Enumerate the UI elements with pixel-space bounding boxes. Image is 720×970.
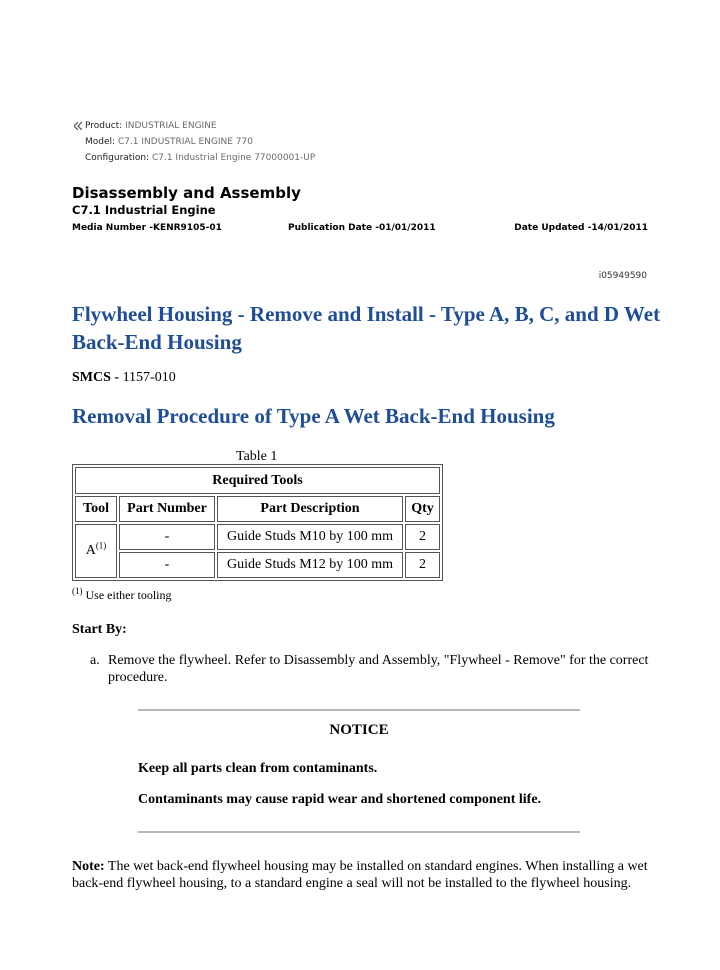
publication-date: Publication Date -01/01/2011 [288, 223, 436, 233]
part-number-cell: - [119, 524, 215, 550]
product-label: Product: [85, 121, 123, 131]
model-value: C7.1 INDUSTRIAL ENGINE 770 [117, 137, 253, 147]
note-paragraph [72, 858, 652, 892]
section-title: Removal Procedure of Type A Wet Back-End Housing [72, 404, 555, 428]
smcs-label: SMCS - [72, 370, 120, 385]
column-header-tool: Tool [75, 496, 117, 522]
notice-top-divider [138, 709, 580, 711]
smcs-line [72, 370, 176, 386]
column-header-part-number: Part Number [119, 496, 215, 522]
notice-bottom-divider [138, 831, 580, 833]
engine-name: C7.1 Industrial Engine [72, 203, 216, 217]
tool-letter: A [85, 543, 96, 558]
footnote-text: Use either tooling [85, 588, 172, 602]
required-tools-table [72, 464, 443, 581]
page-title: Flywheel Housing - Remove and Install - Type A, B, C, and D Wet Back-End Housing [72, 302, 661, 354]
configuration-line [85, 153, 315, 163]
table-caption: Table 1 [236, 449, 278, 464]
start-by-heading: Start By: [72, 622, 127, 637]
tool-footnote-ref: (1) [95, 540, 107, 551]
configuration-label: Configuration: [85, 153, 150, 163]
tool-cell [75, 524, 117, 578]
note-label: Note: [72, 859, 105, 874]
model-line [85, 137, 253, 147]
table-row [75, 524, 440, 550]
qty-cell: 2 [405, 552, 440, 578]
back-arrow-icon[interactable] [74, 122, 82, 130]
product-line [85, 121, 217, 131]
table-footnote [72, 588, 171, 603]
step-label: a. [90, 653, 100, 668]
part-number-cell: - [119, 552, 215, 578]
qty-cell: 2 [405, 524, 440, 550]
notice-heading: NOTICE [329, 722, 389, 738]
model-label: Model: [85, 137, 116, 147]
notice-line-2: Contaminants may cause rapid wear and shortened component life. [138, 792, 542, 807]
configuration-value: C7.1 Industrial Engine 77000001-UP [151, 153, 316, 163]
part-description-cell: Guide Studs M10 by 100 mm [217, 524, 403, 550]
product-value: INDUSTRIAL ENGINE [125, 121, 217, 131]
column-header-part-description: Part Description [217, 496, 403, 522]
part-description-cell: Guide Studs M12 by 100 mm [217, 552, 403, 578]
date-updated: Date Updated -14/01/2011 [514, 223, 648, 233]
smcs-value: 1157-010 [122, 370, 176, 385]
column-header-qty: Qty [405, 496, 440, 522]
footnote-ref: (1) [72, 586, 83, 596]
notice-line-1: Keep all parts clean from contaminants. [138, 761, 378, 776]
note-text: The wet back-end flywheel housing may be installed on standard engines. When installing a wet back-end flywheel housing, to a standard engine a seal will not be installed to the flywheel housing. [72, 859, 648, 891]
media-number: Media Number -KENR9105-01 [72, 223, 222, 233]
list-item [90, 652, 650, 686]
document-id: i05949590 [598, 271, 647, 281]
table-heading: Required Tools [75, 467, 440, 494]
step-text: Remove the flywheel. Refer to Disassembly and Assembly, "Flywheel - Remove" for the correct procedure. [108, 653, 649, 685]
table-row [75, 552, 440, 578]
manual-title: Disassembly and Assembly [72, 184, 301, 202]
